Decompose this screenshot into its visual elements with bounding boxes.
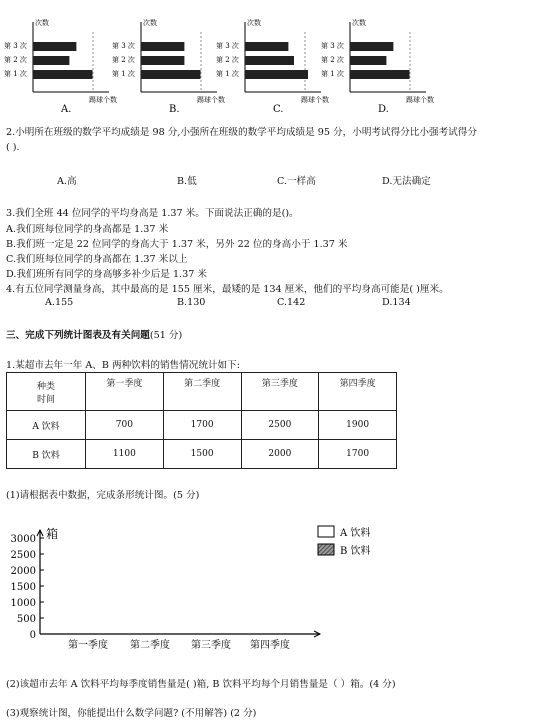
q3-option-c: C.我们班每位同学的身高都在 1.37 米以上 (6, 254, 188, 265)
corner-bottom-label: 时间 (36, 394, 55, 405)
q2-blank: ( ). (6, 142, 20, 153)
corner-top-label: 种类 (36, 381, 55, 392)
category-label: 第四季度 (250, 640, 290, 651)
q1-bar (33, 42, 76, 51)
q2-option-d: D.无法确定 (382, 176, 431, 187)
table-corner-cell (7, 373, 86, 411)
table-row (7, 440, 397, 469)
x-axis-label: 踢球个数 (301, 96, 329, 104)
section3-score: (51 分) (149, 330, 183, 341)
q1-chart (216, 18, 329, 115)
section3-title: 三、完成下列统计图表及有关问题 (6, 330, 150, 341)
x-axis-label: 踢球个数 (406, 96, 434, 104)
bar-label: 第 1 次 (321, 70, 344, 78)
q1-bar (350, 70, 410, 79)
q2-option-b: B.低 (177, 176, 197, 187)
y-tick-label: 500 (16, 614, 36, 625)
table-cell: 2000 (241, 440, 319, 469)
q1-bar (245, 56, 294, 65)
category-label: 第三季度 (191, 640, 231, 651)
table-header: 第一季度 (86, 373, 164, 411)
q4-option-c: C.142 (277, 297, 306, 308)
row-label: A 饮料 (7, 411, 86, 440)
q1-bar (33, 70, 93, 79)
y-tick-label: 1500 (10, 582, 36, 593)
x-axis-label: 踢球个数 (89, 96, 117, 104)
q1-chart (4, 18, 117, 115)
q4-option-b: B.130 (177, 297, 206, 308)
p1-stem: 1.某超市去年一年 A、B 两种饮料的销售情况统计如下: (6, 360, 240, 371)
q3-option-b: B.我们班一定是 22 位同学的身高大于 1.37 米，另外 22 位的身高小于 1.37 米 (6, 239, 348, 250)
table-cell: 1700 (319, 440, 397, 469)
sales-table (6, 372, 397, 469)
table-cell: 700 (86, 411, 164, 440)
q2-option-a: A.高 (57, 176, 77, 187)
p1-sub3: (3)观察统计图，你能提出什么数学问题? (不用解答) (2 分) (6, 708, 257, 719)
q1-chart (112, 18, 225, 115)
table-header: 第三季度 (241, 373, 319, 411)
q1-chart-row (0, 0, 534, 120)
bar-label: 第 1 次 (112, 70, 135, 78)
category-label: 第二季度 (130, 640, 170, 651)
y-axis-label: 次数 (143, 19, 157, 27)
section3-heading (6, 327, 182, 341)
table-header: 第四季度 (319, 373, 397, 411)
bar-label: 第 3 次 (321, 42, 344, 50)
q3-option-a: A.我们班每位同学的身高都是 1.37 米 (6, 224, 169, 235)
q1-bar (141, 56, 184, 65)
x-axis-label: 踢球个数 (197, 96, 225, 104)
p1-sub2: (2)该超市去年 A 饮料平均每季度销售量是( )箱, B 饮料平均每个月销售量是（ ）箱。(4 分) (6, 679, 396, 690)
sales-chart-svg (0, 510, 400, 660)
table-cell: 1500 (163, 440, 241, 469)
q1-bar (245, 70, 308, 79)
bar-label: 第 2 次 (4, 56, 27, 64)
option-label: C. (273, 104, 284, 115)
bar-label: 第 3 次 (112, 42, 135, 50)
bar-label: 第 2 次 (112, 56, 135, 64)
table-cell: 2500 (241, 411, 319, 440)
q4-option-d: D.134 (382, 297, 411, 308)
y-axis-label: 箱 (46, 527, 59, 541)
y-axis-label: 次数 (247, 19, 261, 27)
bar-label: 第 1 次 (4, 70, 27, 78)
row-label: B 饮料 (7, 440, 86, 469)
bar-label: 第 3 次 (216, 42, 239, 50)
option-label: B. (169, 104, 180, 115)
sales-chart (0, 510, 400, 660)
option-label: A. (61, 104, 72, 115)
y-tick-label: 3000 (10, 534, 36, 545)
y-tick-label: 1000 (10, 598, 36, 609)
q1-bar (141, 42, 184, 51)
legend-swatch-a (318, 526, 334, 537)
bar-label: 第 2 次 (321, 56, 344, 64)
y-tick-label: 2500 (10, 550, 36, 561)
table-header: 第二季度 (163, 373, 241, 411)
table-cell: 1900 (319, 411, 397, 440)
q1-bar (141, 70, 201, 79)
table-row (7, 411, 397, 440)
q1-chart (321, 18, 434, 115)
p1-sub1: (1)请根据表中数据，完成条形统计图。(5 分) (6, 490, 200, 501)
legend-label-a: A 饮料 (340, 528, 371, 539)
q4-option-a: A.155 (45, 297, 74, 308)
table-cell: 1100 (86, 440, 164, 469)
q1-charts-svg (0, 0, 534, 120)
q1-bar (33, 56, 69, 65)
table-header-row (7, 373, 397, 411)
bar-label: 第 2 次 (216, 56, 239, 64)
category-label: 第一季度 (68, 640, 108, 651)
legend-swatch-b (318, 544, 334, 555)
y-axis-label: 次数 (35, 19, 49, 27)
q1-bar (350, 56, 386, 65)
option-label: D. (378, 104, 389, 115)
y-axis-label: 次数 (352, 19, 366, 27)
bar-label: 第 1 次 (216, 70, 239, 78)
legend-label-b: B 饮料 (340, 546, 371, 557)
table-cell: 1700 (163, 411, 241, 440)
y-tick-label: 2000 (10, 566, 36, 577)
q1-bar (245, 42, 288, 51)
q2-option-c: C.一样高 (277, 176, 316, 187)
q4-stem: 4.有五位同学测量身高，其中最高的是 155 厘米，最矮的是 134 厘米，他们的平均身高可能是( )厘米。 (6, 284, 449, 295)
q3-stem: 3.我们全班 44 位同学的平均身高是 1.37 米。下面说法正确的是()。 (6, 208, 299, 219)
q2-stem: 2.小明所在班级的数学平均成绩是 98 分,小强所在班级的数学平均成绩是 95 分，小明考试得分比小强考试得分 (6, 127, 477, 138)
bar-label: 第 3 次 (4, 42, 27, 50)
q3-option-d: D.我们班所有同学的身高够多补少后是 1.37 米 (6, 269, 207, 280)
q1-bar (350, 42, 393, 51)
y-tick-label: 0 (29, 630, 36, 641)
